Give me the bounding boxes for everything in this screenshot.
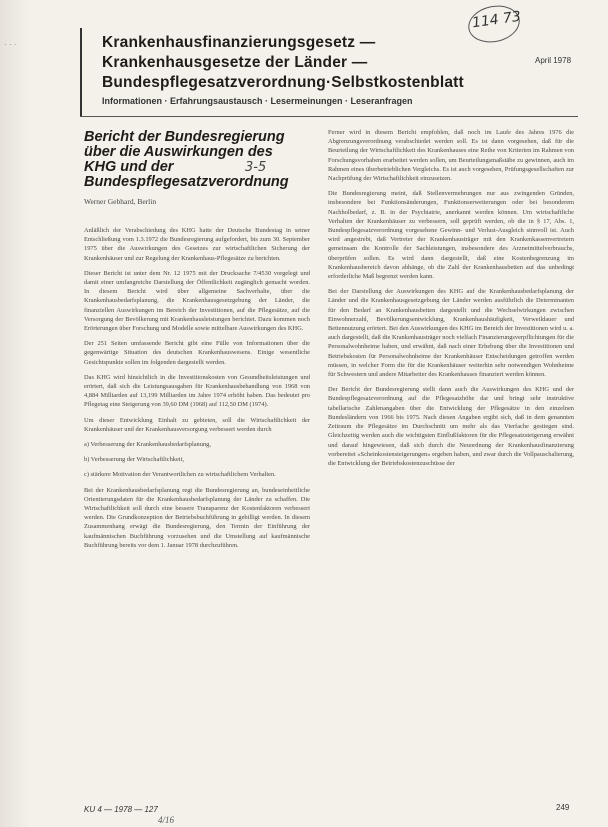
paragraph: Der Bericht der Bundesregierung stellt dann auch die Auswirkungen des KHG und der Bundespflegesatzverordnung auf die Pflegesatzhöhe dar und bringt sehr instruktive tabellarische Zahlenangaben über die Entwicklung der Pflegesätze in den einzelnen Bundesländern von 1966 bis 1975. Nach diesen Angaben ergibt sich, daß in dem genannten Zeitraum die Pflegesätze im Durchschnitt um mehr als das Vierfache gestiegen sind. Gleichzeitig werden auch die wichtigsten Einflußfaktoren für die Pflegesatzsteigerung erwähnt und darauf hingewiesen, daß sich durch die Neuordnung der Krankenhausfinanzierung vorbereitet «Scheinkostensteigerungen» ergeben haben, und zwar durch die Vollpauschalierung, die Entwicklung der Betriebskostenzuschüsse der (328, 386, 574, 467)
list-item: a) Verbesserung der Krankenhausbedarfsplanung, (84, 441, 211, 449)
article-right-column (328, 128, 574, 474)
paragraph: Das KHG wird hinsichtlich in die Investitionskosten von Gesundheitsleistungen und erörtert, daß sich die Leistungsausgaben für Krankenhausbehandlung von 1968 von 4,884 Milliarden auf 13,199 Milliarden im Jahre 1974 erhöht haben. Das bedeutet pro Pflegetag eine Steigerung von 39,60 DM (1968) auf 112,50 DM (1974). (84, 373, 310, 409)
article-title-line-4: Bundespflegesatzverordnung (84, 174, 289, 190)
header-horizontal-rule (80, 116, 578, 117)
header-subtitle: Informationen · Erfahrungsaustausch · Lesermeinungen · Leseranfragen (102, 96, 413, 106)
article-title-line-2: über die Auswirkungen des (84, 144, 273, 160)
header-title-line-3: Bundespflegesatzverordnung·Selbstkostenblatt (102, 74, 464, 91)
header-title-line-1: Krankenhausfinanzierungsgesetz — (102, 34, 376, 51)
article-left-column (84, 226, 310, 556)
handwritten-page-range: 3-5 (245, 160, 267, 175)
footer-journal-ref: KU 4 — 1978 — 127 (84, 805, 158, 814)
paragraph: Der 251 Seiten umfassende Bericht gibt eine Fülle von Informationen über die gegenwärtige Situation des deutschen Krankenhauswesens. Einige wesentliche Gesichtspunkte sollen im folgenden dargestellt werden. (84, 340, 310, 366)
paragraph: Um dieser Entwicklung Einhalt zu gebieten, soll die Wirtschaftlichkeit der Krankenhäuser und der Krankenhausversorgung verbessert werden durch (84, 416, 310, 433)
handwritten-archive-number: 114 73 (471, 8, 522, 32)
header-title-line-2: Krankenhausgesetze der Länder — (102, 54, 368, 71)
paragraph: Ferner wird in diesem Bericht empfohlen, daß noch im Laufe des Jahres 1976 die Abgrenzungsverordnung verabschiedet werden soll. Es ist dann vorgesehen, daß für die Beurteilung der Wirtschaftlichkeit des Krankenhauses eine Reihe von Kriterien im Rahmen von Forschungsvorhaben erarbeitet werden sollen, um Beurteilungsmaßstäbe zu gewinnen, auch im Rahmen eines überbetrieblichen Vergleichs. Es ist auch vorgesehen, Prüfungsgesellschaften zur Nachprüfung der Wirtschaftlichkeit einzusetzen. (328, 129, 574, 183)
footer-handwritten-note: 4/16 (158, 815, 175, 825)
page-edge-shadow (0, 0, 30, 827)
article-title (84, 130, 314, 190)
issue-date: April 1978 (535, 56, 572, 65)
paragraph: Die Bundesregierung meint, daß Stellenvermehrungen nur aus zwingenden Gründen, insbesondere bei Funktionsänderungen, Funktionserweiterungen oder bei besonderem Nachholbedarf, z. B. in der Psychiatrie, anerkannt werden können. Um wirtschaftliche Verhalten der Krankenhäuser zu verbessern, soll geprüft werden, ob die in § 17, Abs. 1, Bundespflegesatzverordnung vorgesehene Gewinn- und Verlust-Ausgleich sinnvoll ist. Auch wird angestrebt, daß Vertreter der Krankenhausträger mit den Krankenkassenvertretern gemeinsam die Kontrolle der Sachleistungen, insbesondere des Arzneimittelverbrauchs, überprüfen sollen. Es wird dann dargestellt, daß eine Kostenbegrenzung im Krankenhausbereich davon abhänge, ob die Zahl der Krankenhausbetten auf das unbedingt erforderliche Maß begrenzt werden kann. (328, 190, 574, 281)
article-title-line-3: KHG und der (84, 159, 174, 175)
paragraph: Bei der Krankenhausbedarfsplanung regt die Bundesregierung an, bundeseinheitliche Orientierungsdaten für die Krankenhausbedarfsplanung der Länder zu schaffen. Die Wirtschaftlichkeit soll durch eine bessere Transparenz der Kostenfaktoren verbessert werden. Die Grundkonzeption der Betriebsbuchführung in gebilligt werden. In diesem Zusammenhang erwägt die Bundesregierung, den Termin der Einführung der kaufmännischen Buchführung vorzusehen und die Umstellung auf kaufmännische Buchführung bereits vor dem 1. Januar 1978 durchzuführen. (84, 486, 310, 549)
list-item: b) Verbesserung der Wirtschaftlichkeit, (84, 456, 184, 464)
article-title-line-1: Bericht der Bundesregierung (84, 129, 285, 145)
header-vertical-rule (80, 28, 82, 116)
paragraph: Bei der Darstellung der Auswirkungen des KHG auf die Krankenhausbedarfsplanung der Länder und die Krankenhausgesetzgebung der Länder werden ausführlich die Determinanten für den Bedarf an Krankenhausbetten dargestellt und die Wechselwirkungen zwischen Einwohnerzahl, Bevölkerungsentwicklung, Krankenhaushäufigkeit, Verweildauer und Bettennutzung erörtert. Bei den Auswirkungen des KHG im Bereich der Investitionen wird u. a. auch dargestellt, daß die Krankenhausträger noch vielfach Finanzierungsverpflichtungen für die Personalwohnheime haben, und erwähnt, daß nach einer Erhebung über die Investitionen und Betriebskosten für Personalwohnheime der Krankenhäuser Entscheidungen getroffen werden müssen, in welcher Form die für die Krankenhäuser weiterhin sehr notwendigen Wohnheime für Schwestern und andere Mitarbeiter des Krankenhauses finanziert werden können. (328, 288, 574, 379)
list-item: c) stärkere Motivation der Verantwortlichen zu wirtschaftlichem Verhalten. (84, 471, 276, 479)
article-author: Werner Gebhard, Berlin (84, 197, 157, 206)
margin-marks: · · · (4, 40, 17, 49)
page-number: 249 (556, 803, 570, 812)
paragraph: Anläßlich der Verabschiedung des KHG hatte der Deutsche Bundestag in seiner Entschließung vom 1.3.1972 die Bundesregierung aufgefordert, bis zum 30. September 1975 über die Auswirkungen des Gesetzes zur wirtschaftlichen Sicherung der Krankenhäuser und zur Regelung der Krankenhaus-Pflegesätze zu berichten. (84, 227, 310, 262)
paragraph: Dieser Bericht ist unter dem Nr. 12 1975 mit der Drucksache 7/4530 vorgelegt und damit einer umfangreiche Darstellung der Öffentlichkeit zugänglich gemacht worden. In diesem Bericht wird über allgemeine Sachverhalte, über die Krankenhausbedarfsplanung, die Krankenhausgesetzgebung der Länder, die finanziellen Auswirkungen im Bereich der Investitionen, auf die Pflegesätze, auf die Versorgung der Bevölkerung mit Krankenhausleistungen berichtet. Dazu kommen noch Erörterungen über Forschung und Modelle sowie mittelbare Auswirkungen des KHG. (84, 269, 310, 333)
